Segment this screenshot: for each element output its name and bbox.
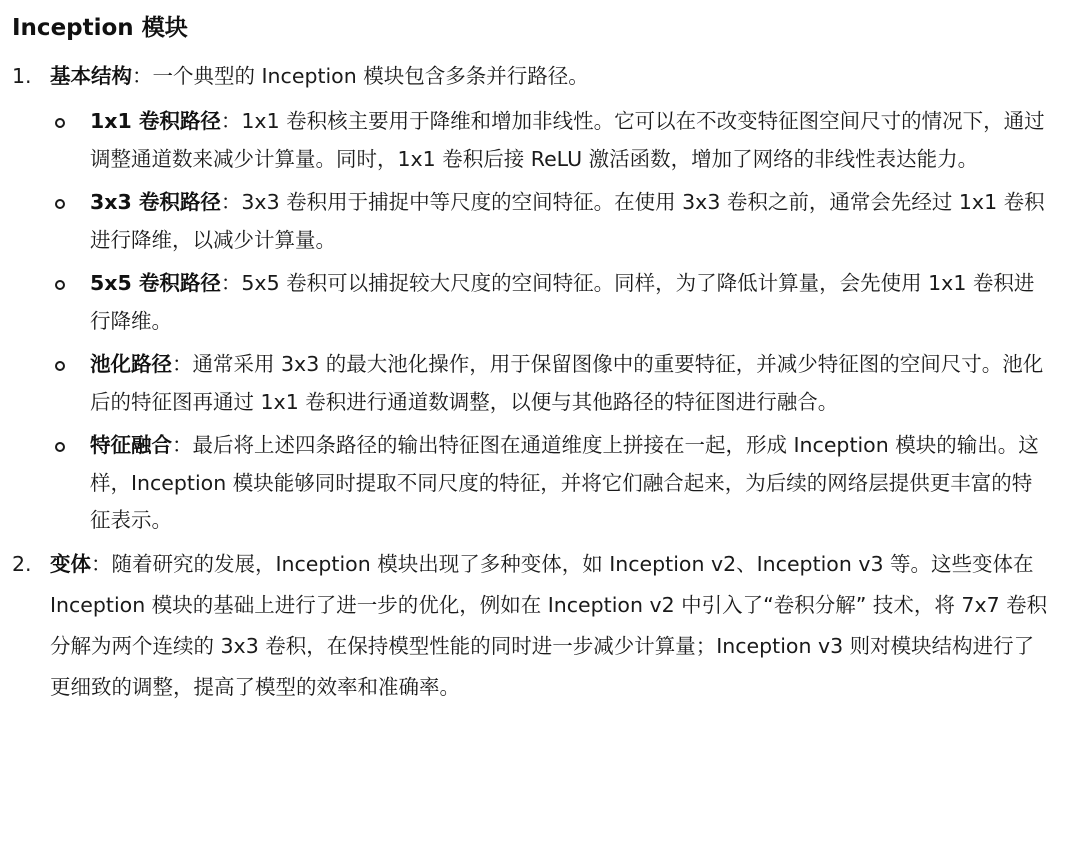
sub-item-text: 5x5 卷积可以捕捉较大尺度的空间特征。同样，为了降低计算量，会先使用 1x1 卷积进行降维。 — [90, 271, 1035, 333]
hollow-bullet-icon — [55, 361, 65, 371]
sub-item-text: 1x1 卷积核主要用于降维和增加非线性。它可以在不改变特征图空间尺寸的情况下，通过调整通道数来减少计算量。同时，1x1 卷积后接 ReLU 激活函数，增加了网络的非线性表达能力。 — [90, 109, 1045, 171]
item-colon: ： — [132, 64, 153, 88]
item-term: 基本结构 — [50, 64, 132, 88]
sub-item-3x3-path — [50, 184, 1051, 259]
hollow-bullet-icon — [55, 118, 65, 128]
sub-item-pooling-path — [50, 346, 1051, 421]
sub-item-feature-fusion — [50, 427, 1051, 540]
sub-item-colon: ： — [172, 352, 193, 376]
item-text: 随着研究的发展，Inception 模块出现了多种变体，如 Inception v2、Inception v3 等。这些变体在 Inception 模块的基础上进行了进一步的优化，例如在 Inception v2 中引入了“卷积分解” 技术，将 7x7 卷积分解为两个连续的 3x3 卷积，在保持模型性能的同时进一步减少计算量；Inception v3 则对模块结构进行了更细致的调整，提高了模型的效率和准确率。 — [50, 551, 1048, 699]
numbered-list — [12, 56, 1051, 708]
sub-item-colon: ： — [220, 271, 242, 295]
list-item-basic-structure — [12, 56, 1051, 540]
list-number: 1. — [12, 64, 32, 88]
bullet-list — [50, 103, 1051, 540]
sub-item-text: 通常采用 3x3 的最大池化操作，用于保留图像中的重要特征，并减少特征图的空间尺寸。池化后的特征图再通过 1x1 卷积进行通道数调整，以便与其他路径的特征图进行融合。 — [90, 352, 1044, 414]
sub-item-term: 5x5 卷积路径 — [90, 271, 221, 295]
item-term: 变体 — [50, 551, 91, 576]
sub-item-text: 3x3 卷积用于捕捉中等尺度的空间特征。在使用 3x3 卷积之前，通常会先经过 1x1 卷积进行降维，以减少计算量。 — [90, 190, 1045, 252]
sub-item-text: 最后将上述四条路径的输出特征图在通道维度上拼接在一起，形成 Inception 模块的输出。这样，Inception 模块能够同时提取不同尺度的特征，并将它们融合起来，为后续的网络层提供更丰富的特征表示。 — [90, 433, 1039, 532]
sub-item-term: 特征融合 — [90, 433, 172, 457]
sub-item-5x5-path — [50, 265, 1051, 340]
sub-item-term: 池化路径 — [90, 352, 172, 376]
list-item-variants — [12, 544, 1051, 708]
item-text: 一个典型的 Inception 模块包含多条并行路径。 — [152, 64, 589, 88]
hollow-bullet-icon — [55, 442, 65, 452]
hollow-bullet-icon — [55, 280, 65, 290]
hollow-bullet-icon — [55, 199, 65, 209]
sub-item-term: 3x3 卷积路径 — [90, 190, 221, 214]
sub-item-colon: ： — [220, 109, 242, 133]
list-number: 2. — [12, 551, 32, 576]
sub-item-colon: ： — [220, 190, 242, 214]
sub-item-colon: ： — [172, 433, 193, 457]
item-colon: ： — [91, 551, 112, 576]
sub-item-term: 1x1 卷积路径 — [90, 109, 221, 133]
section-heading: Inception 模块 — [12, 15, 188, 41]
sub-item-1x1-path — [50, 103, 1051, 178]
item-paragraph — [50, 56, 1051, 97]
